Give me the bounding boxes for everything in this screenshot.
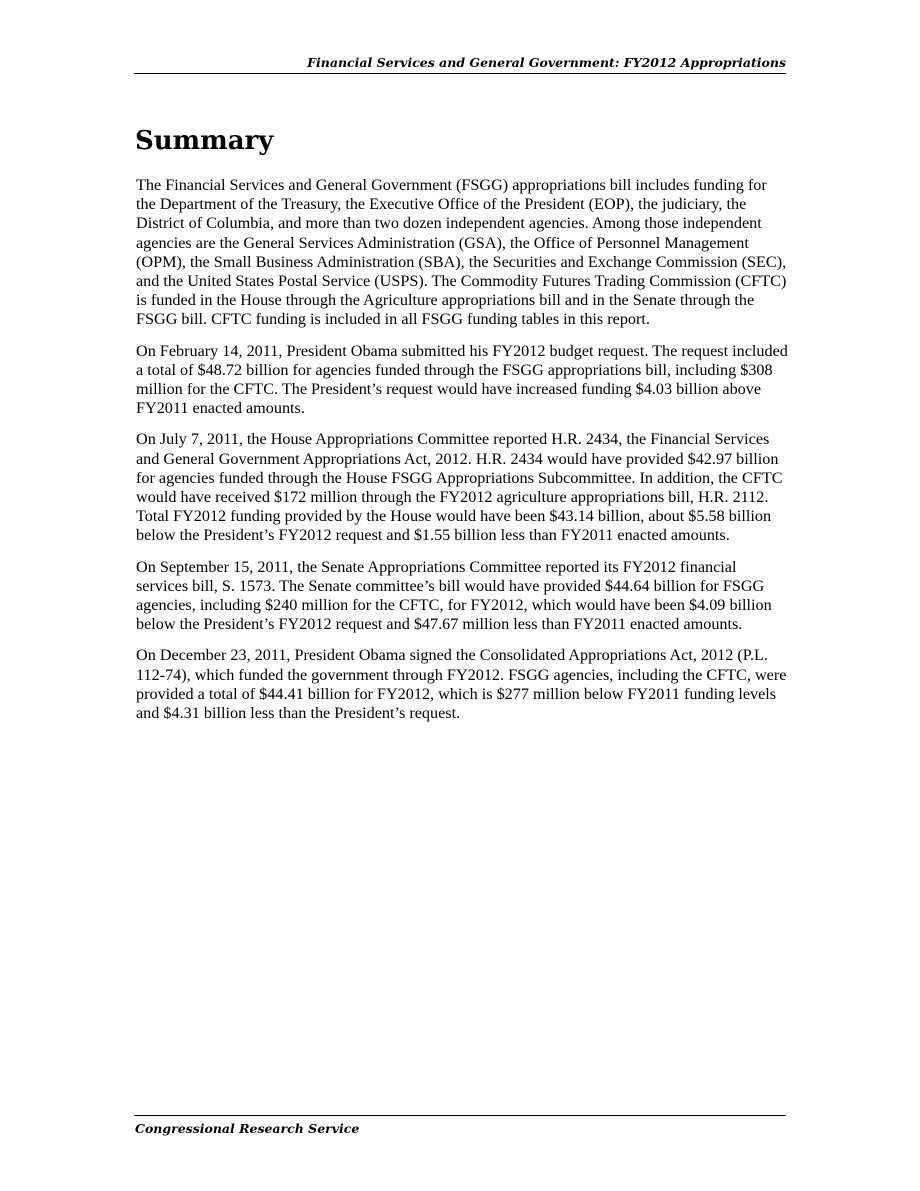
paragraph-enactment: On December 23, 2011, President Obama signed the Consolidated Appropriations Act, 2012 (P.L. 112-74), which funded the government through FY2012. FSGG agencies, including the CFTC, were provided a total of $44.41 billion for FY2012, which is $277 million below FY2011 funding levels and $4.31 billion less than the President’s request. [136,646,787,723]
header-divider [134,73,786,74]
running-header: Financial Services and General Government: FY2012 Appropriations [307,55,786,70]
footer-source: Congressional Research Service [135,1121,360,1136]
paragraph-fsgg-overview: The Financial Services and General Government (FSGG) appropriations bill includes funding for the Department of the Treasury, the Executive Office of the President (EOP), the judiciary, the District of Columbia, and more than two dozen independent agencies. Among those independent agencies are the General Services Administration (GSA), the Office of Personnel Management (OPM), the Small Business Administration (SBA), the Securities and Exchange Commission (SEC), and the United States Postal Service (USPS). The Commodity Futures Trading Commission (CFTC) is funded in the House through the Agriculture appropriations bill and in the Senate through the FSGG bill. CFTC funding is included in all FSGG funding tables in this report. [136,176,787,329]
paragraph-house-action: On July 7, 2011, the House Appropriations Committee reported H.R. 2434, the Financial Services and General Government Appropriations Act, 2012. H.R. 2434 would have provided $42.97 billion for agencies funded through the House FSGG Appropriations Subcommittee. In addition, the CFTC would have received $172 million through the FY2012 agriculture appropriations bill, H.R. 2112. Total FY2012 funding provided by the House would have been $43.14 billion, about $5.58 billion below the President’s FY2012 request and $1.55 billion less than FY2011 enacted amounts. [136,430,783,545]
page-title: Summary [135,126,274,156]
paragraph-presidents-request: On February 14, 2011, President Obama submitted his FY2012 budget request. The request included a total of $48.72 billion for agencies funded through the FSGG appropriations bill, including $308 million for the CFTC. The President’s request would have increased funding $4.03 billion above FY2011 enacted amounts. [136,341,788,418]
paragraph-senate-action: On September 15, 2011, the Senate Appropriations Committee reported its FY2012 financial services bill, S. 1573. The Senate committee’s bill would have provided $44.64 billion for FSGG agencies, including $240 million for the CFTC, for FY2012, which would have been $4.09 billion below the President’s FY2012 request and $47.67 million less than FY2011 enacted amounts. [136,557,772,634]
footer-divider [134,1115,786,1116]
summary-body [136,176,788,735]
